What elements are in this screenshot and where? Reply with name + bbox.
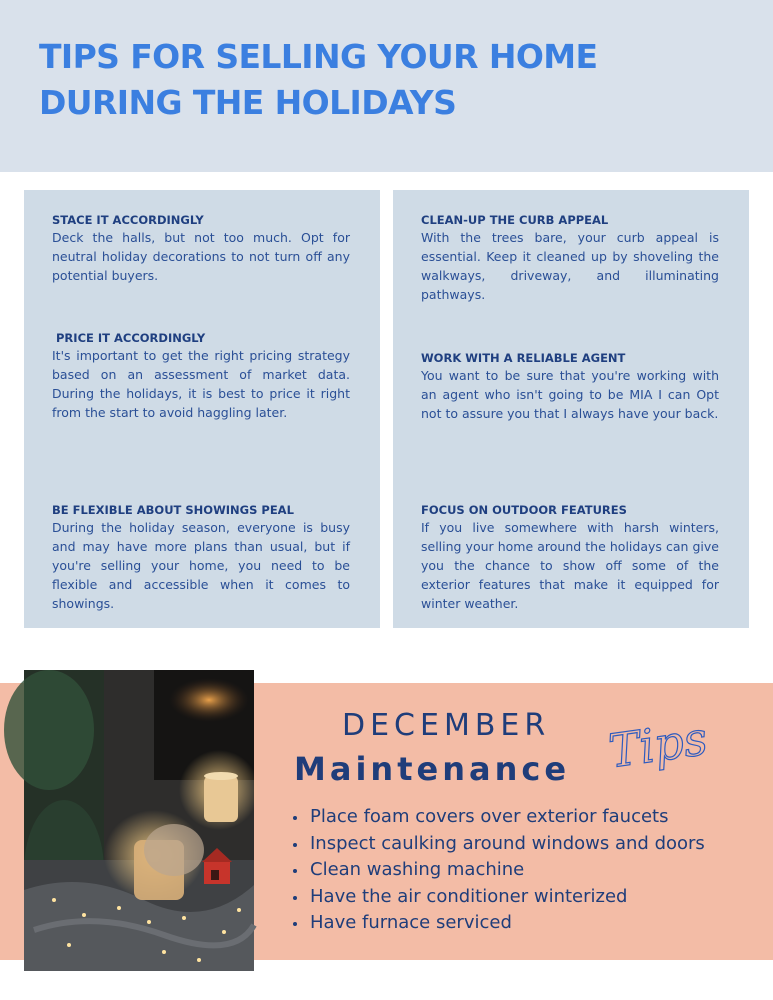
tip-body: With the trees bare, your curb appeal is essential. Keep it cleaned up by shoveling the walkways, driveway, and illuminating pathways.: [421, 230, 719, 302]
tip-heading: STACE IT ACCORDINGLY: [52, 213, 204, 227]
header-banner: [0, 0, 773, 172]
tip-heading: BE FLEXIBLE ABOUT SHOWINGS PEAL: [52, 503, 294, 517]
tips-script-text: Tips: [605, 711, 711, 779]
list-item: Clean washing machine: [292, 857, 705, 884]
holiday-candles-image: [24, 670, 254, 971]
tip-body: You want to be sure that you're working with an agent who isn't going to be MIA I can Opt not to assure you that I always have your back.: [421, 368, 719, 421]
december-title: DECEMBER: [342, 708, 551, 743]
tip-outdoor: [421, 502, 719, 613]
tip-body: Deck the halls, but not too much. Opt for neutral holiday decorations to not turn off any potential buyers.: [52, 230, 350, 283]
title-line-2: DURING THE HOLIDAYS: [39, 83, 457, 122]
tip-agent: [421, 350, 719, 423]
tip-body: If you live somewhere with harsh winters, selling your home around the holidays can give you the chance to show off some of the exterior features that make it equipped for winter weather.: [421, 520, 719, 611]
maintenance-title: Maintenance: [294, 750, 571, 788]
tip-price: [52, 330, 350, 422]
tip-heading: WORK WITH A RELIABLE AGENT: [421, 351, 626, 365]
tip-body: During the holiday season, everyone is busy and may have more plans than usual, but if you're selling your home, you need to be flexible and accessible when it comes to showings.: [52, 520, 350, 611]
tips-panel-right: [393, 190, 749, 628]
tip-heading: PRICE IT ACCORDINGLY: [52, 331, 206, 345]
tip-stage: [52, 212, 350, 285]
tip-heading: FOCUS ON OUTDOOR FEATURES: [421, 503, 627, 517]
tips-panel-left: [24, 190, 380, 628]
tip-curb-appeal: [421, 212, 719, 304]
list-item: Place foam covers over exterior faucets: [292, 804, 705, 831]
tip-heading: CLEAN-UP THE CURB APPEAL: [421, 213, 609, 227]
list-item: Have the air conditioner winterized: [292, 884, 705, 911]
title-line-1: TIPS FOR SELLING YOUR HOME: [39, 37, 598, 76]
page-title: [39, 34, 597, 126]
holiday-photo: [24, 670, 254, 971]
list-item: Have furnace serviced: [292, 910, 705, 937]
tip-flexible: [52, 502, 350, 613]
maintenance-list: [292, 804, 705, 937]
tip-body: It's important to get the right pricing strategy based on an assessment of market data. During the holidays, it is best to price it right from the start to avoid haggling later.: [52, 348, 350, 420]
tips-script-lettering: [598, 690, 711, 785]
list-item: Inspect caulking around windows and doors: [292, 831, 705, 858]
